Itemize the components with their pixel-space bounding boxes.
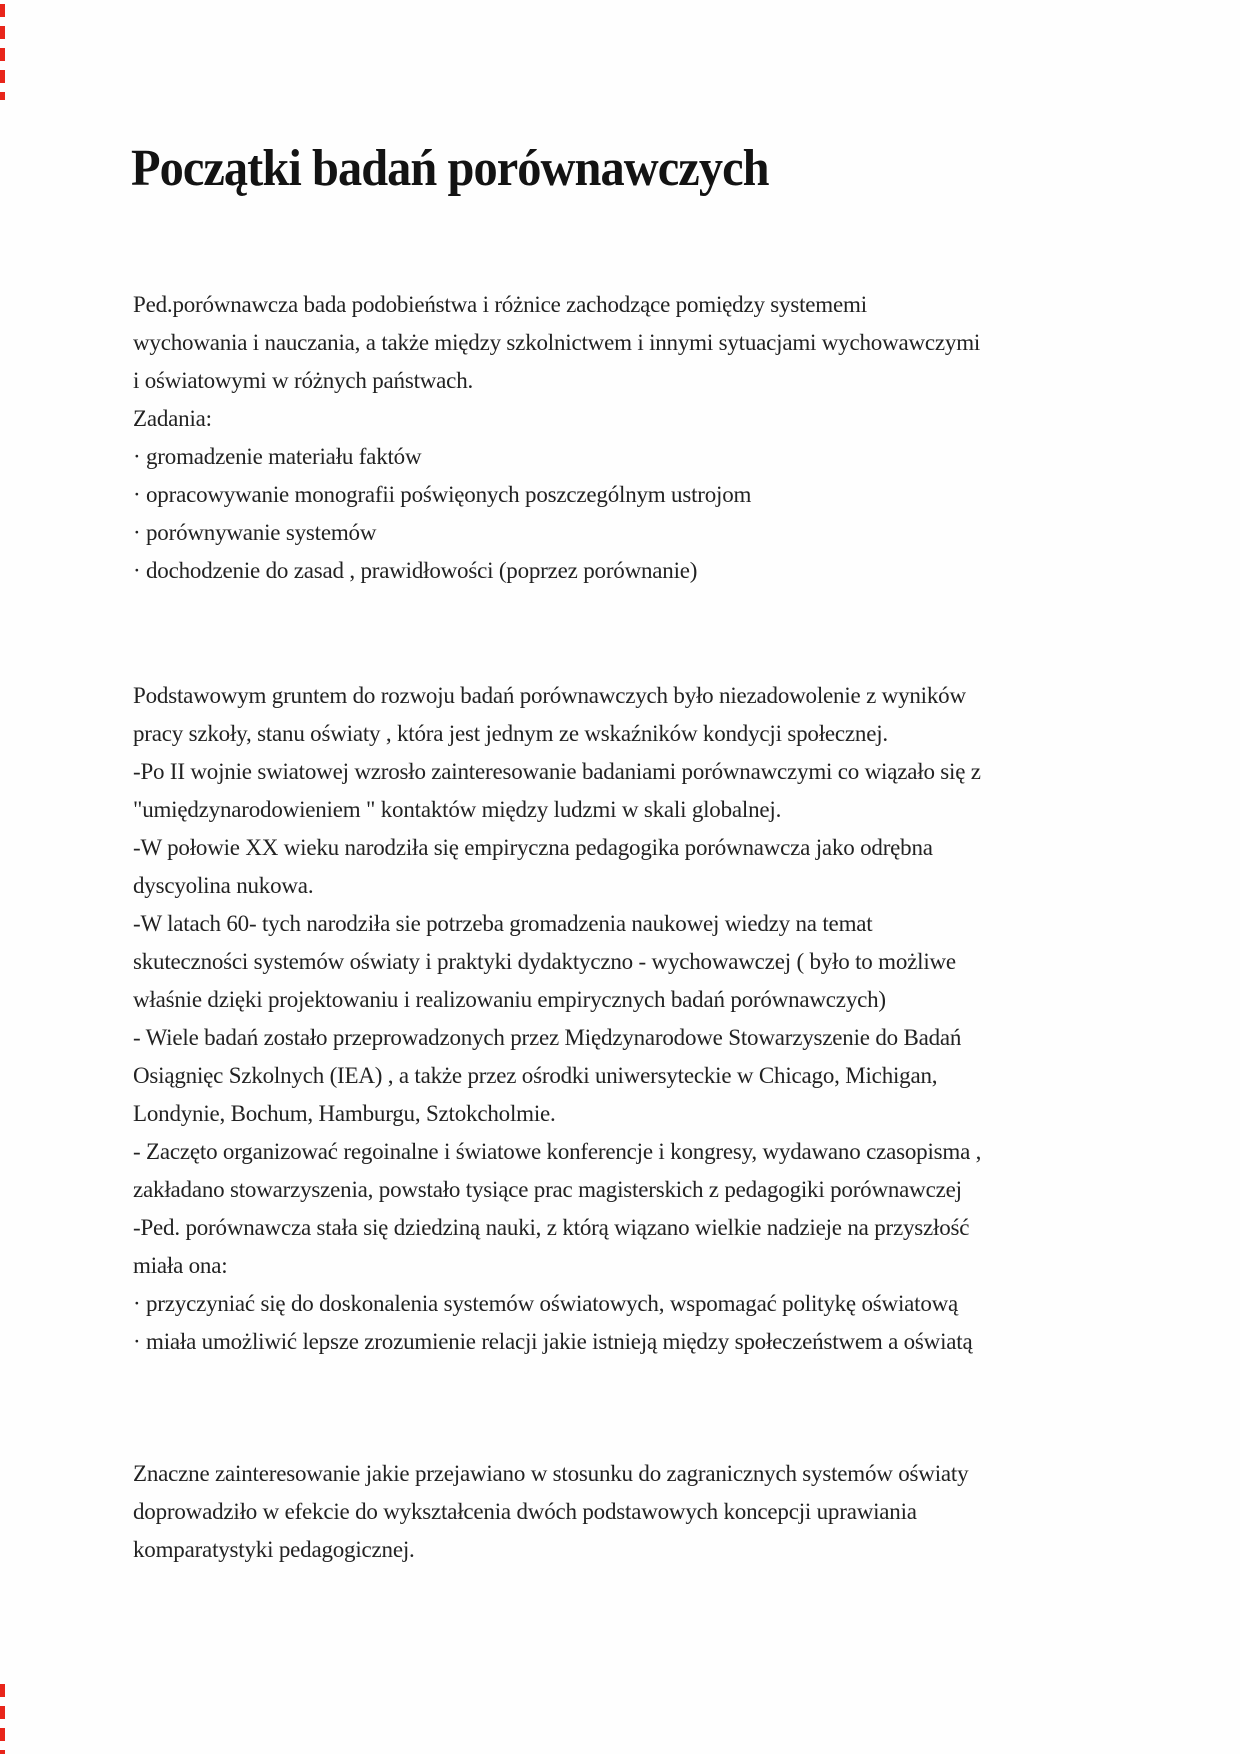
text-line: -Po II wojnie swiatowej wzrosło zainteresowanie badaniami porównawczymi co wiązało się z xyxy=(133,759,981,784)
text-line: Podstawowym gruntem do rozwoju badań porównawczych było niezadowolenie z wyników xyxy=(133,683,966,708)
text-line: pracy szkoły, stanu oświaty , która jest jednym ze wskaźników kondycji społecznej. xyxy=(133,721,888,746)
scan-artifact-marks-bottom xyxy=(0,1684,5,1754)
text-line: dyscyolina nukowa. xyxy=(133,873,314,898)
text-line: "umiędzynarodowieniem " kontaktów między ludzmi w skali globalnej. xyxy=(133,797,782,822)
scan-artifact-marks-top xyxy=(0,4,5,100)
text-line: Zadania: xyxy=(133,406,212,431)
page-title: Początki badań porównawczych xyxy=(131,140,769,197)
paragraph-3 xyxy=(133,1455,1210,1569)
text-line: · dochodzenie do zasad , prawidłowości (poprzez porównanie) xyxy=(133,558,698,583)
text-line: wychowania i nauczania, a także między szkolnictwem i innymi sytuacjami wychowawczymi xyxy=(133,330,981,355)
text-line: · miała umożliwić lepsze zrozumienie relacji jakie istnieją między społeczeństwem a oświatą xyxy=(133,1329,973,1354)
text-line: zakładano stowarzyszenia, powstało tysiące prac magisterskich z pedagogiki porównawczej xyxy=(133,1177,962,1202)
text-line: miała ona: xyxy=(133,1253,228,1278)
text-line: Londynie, Bochum, Hamburgu, Sztokcholmie. xyxy=(133,1101,556,1126)
text-line: Ped.porównawcza bada podobieństwa i różnice zachodzące pomiędzy systememi xyxy=(133,292,867,317)
text-line: doprowadziło w efekcie do wykształcenia dwóch podstawowych koncepcji uprawiania xyxy=(133,1499,917,1524)
text-line: Znaczne zainteresowanie jakie przejawiano w stosunku do zagranicznych systemów oświaty xyxy=(133,1461,969,1486)
text-line: · gromadzenie materiału faktów xyxy=(133,444,422,469)
paragraph-1 xyxy=(133,286,1210,590)
text-line: -Ped. porównawcza stała się dziedziną nauki, z którą wiązano wielkie nadzieje na przyszłość xyxy=(133,1215,970,1240)
text-line: - Wiele badań zostało przeprowadzonych przez Międzynarodowe Stowarzyszenie do Badań xyxy=(133,1025,962,1050)
text-line: właśnie dzięki projektowaniu i realizowaniu empirycznych badań porównawczych) xyxy=(133,987,886,1012)
text-line: Osiągnięc Szkolnych (IEA) , a także przez ośrodki uniwersyteckie w Chicago, Michigan, xyxy=(133,1063,938,1088)
text-line: -W połowie XX wieku narodziła się empiryczna pedagogika porównawcza jako odrębna xyxy=(133,835,933,860)
text-line: i oświatowymi w różnych państwach. xyxy=(133,368,474,393)
text-line: · porównywanie systemów xyxy=(133,520,377,545)
text-line: · przyczyniać się do doskonalenia systemów oświatowych, wspomagać politykę oświatową xyxy=(133,1291,959,1316)
text-line: komparatystyki pedagogicznej. xyxy=(133,1537,415,1562)
text-line: · opracowywanie monografii poświęonych poszczególnym ustrojom xyxy=(133,482,752,507)
text-line: -W latach 60- tych narodziła sie potrzeba gromadzenia naukowej wiedzy na temat xyxy=(133,911,873,936)
text-line: - Zaczęto organizować regoinalne i światowe konferencje i kongresy, wydawano czasopisma , xyxy=(133,1139,982,1164)
text-line: skuteczności systemów oświaty i praktyki dydaktyczno - wychowawczej ( było to możliwe xyxy=(133,949,956,974)
paragraph-2 xyxy=(133,677,1210,1361)
